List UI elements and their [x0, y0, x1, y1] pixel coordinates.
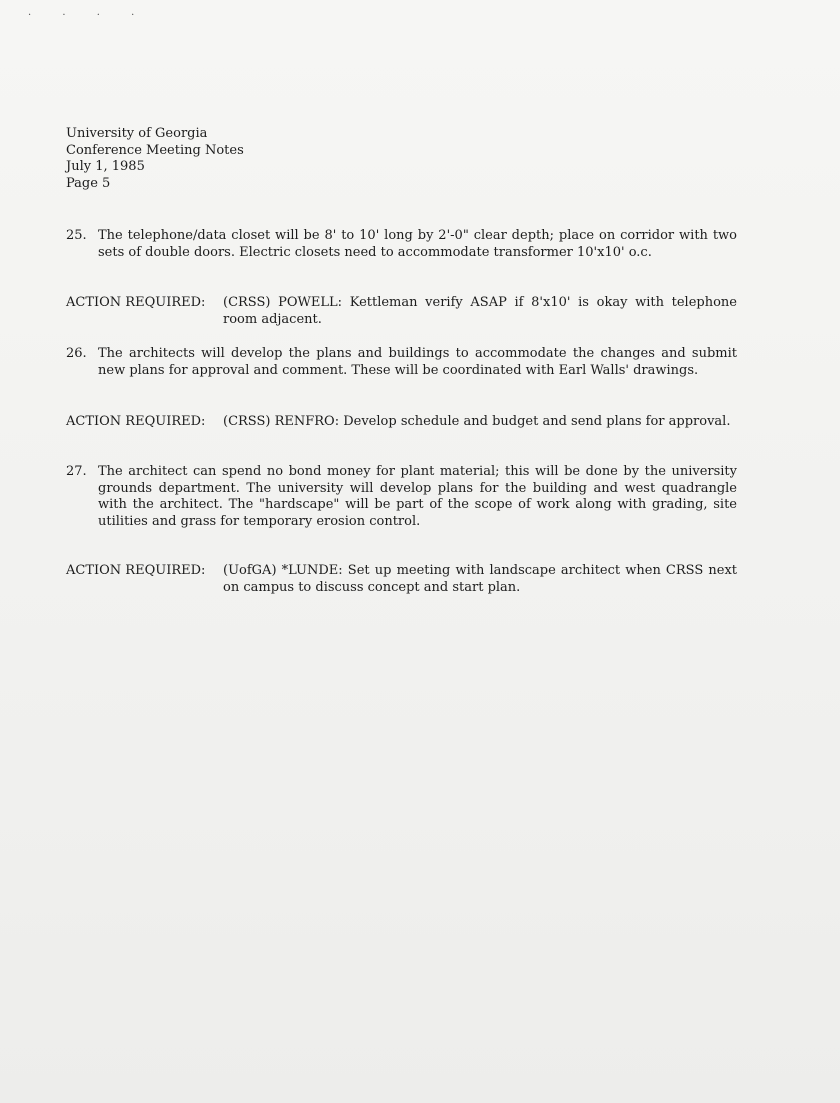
document-header — [66, 126, 244, 192]
action-text: (CRSS) POWELL: Kettleman verify ASAP if 8'x10' is okay with telephone room adjacent. — [223, 295, 737, 327]
scan-specks-decoration: · · · · — [28, 10, 149, 21]
item-number: 27. — [66, 464, 87, 479]
action-required-26 — [66, 414, 737, 431]
action-text: (UofGA) *LUNDE: Set up meeting with landscape architect when CRSS next on campus to discuss concept and start plan. — [223, 563, 737, 595]
item-text: The architects will develop the plans and buildings to accommodate the changes and submit new plans for approval and comment. These will be coordinated with Earl Walls' drawings. — [98, 346, 737, 378]
action-required-27 — [66, 563, 737, 596]
action-text: (CRSS) RENFRO: Develop schedule and budget and send plans for approval. — [223, 414, 731, 429]
action-label: ACTION REQUIRED: — [66, 563, 206, 578]
header-date: July 1, 1985 — [66, 159, 145, 174]
action-required-25 — [66, 295, 737, 328]
note-item-27 — [66, 464, 737, 530]
header-institution: University of Georgia — [66, 126, 208, 141]
item-number: 26. — [66, 346, 87, 361]
header-page-number: Page 5 — [66, 175, 111, 191]
header-document-type: Conference Meeting Notes — [66, 142, 244, 158]
action-label: ACTION REQUIRED: — [66, 295, 206, 310]
item-text: The telephone/data closet will be 8' to 10' long by 2'-0" clear depth; place on corridor with two sets of double doors. Electric closets need to accommodate transformer 10'x10' o.c. — [98, 228, 737, 260]
item-text: The architect can spend no bond money for plant material; this will be done by the university grounds department. The university will develop plans for the building and west quadrangle with the architect. The "hardscape" will be part of the scope of work along with grading, site utilities and grass for temporary erosion control. — [98, 464, 737, 529]
item-number: 25. — [66, 228, 87, 243]
action-label: ACTION REQUIRED: — [66, 414, 206, 429]
note-item-25 — [66, 228, 737, 261]
note-item-26 — [66, 346, 737, 379]
